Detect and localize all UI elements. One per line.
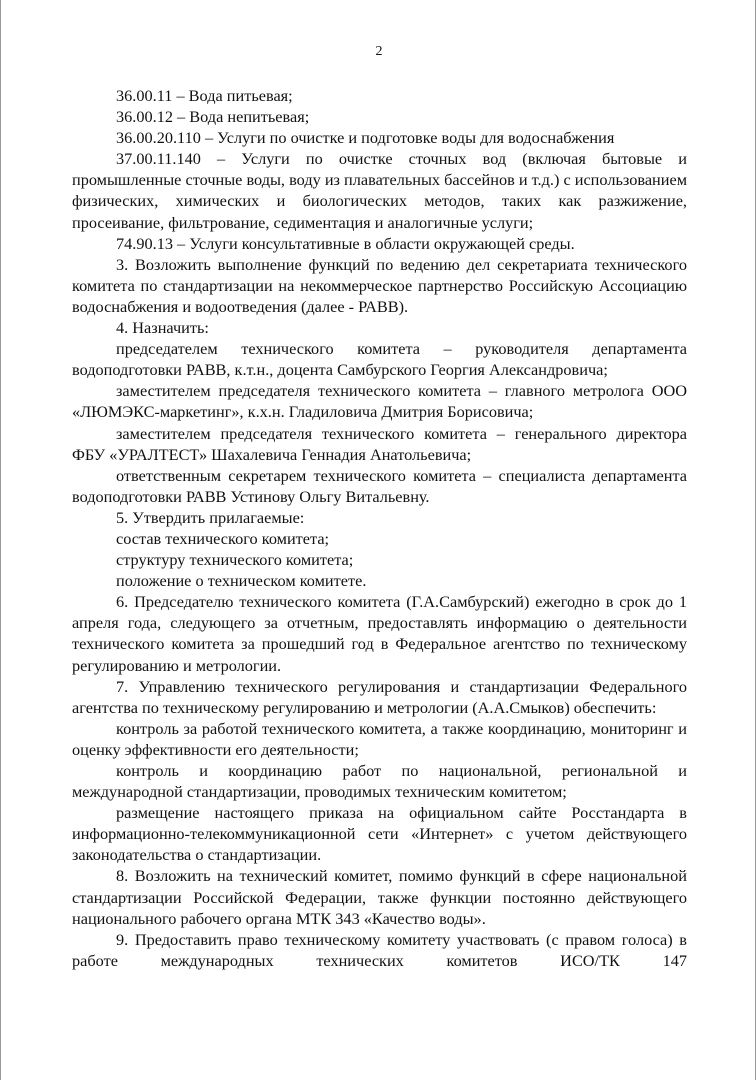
appointment-secretary: ответственным секретарем технического комитета – специалиста департамента водоподготовки РАВВ Устинову Ольгу Витальевну. xyxy=(72,465,687,506)
okpd-code-non-drinking-water: 36.00.12 – Вода непитьевая; xyxy=(116,107,310,127)
paragraph-item-9: 9. Предоставить право техническому комитету участвовать (с правом голоса) в работе международных технических комитетов ИСО/ТК 147 xyxy=(72,929,687,970)
paragraph-item-7: 7. Управлению технического регулирования и стандартизации Федерального агентства по техническому регулированию и метрологии (А.А.Смыков) обеспечить: xyxy=(72,676,687,717)
paragraph-item-8: 8. Возложить на технический комитет, помимо функций в сфере национальной стандартизации Российской Федерации, также функции постоянно действующего национального рабочего органа МТК 343 «Качество воды». xyxy=(72,866,687,928)
item-7-coordination: контроль и координацию работ по национальной, региональной и международной стандартизации, проводимых техническим комитетом; xyxy=(72,761,687,802)
item-7-control: контроль за работой технического комитета, а также координацию, мониторинг и оценку эффективности его деятельности; xyxy=(72,718,687,759)
item-7-publication: размещение настоящего приказа на официальном сайте Росстандарта в информационно-телекоммуникационной сети «Интернет» с учетом действующего законодательства о стандартизации. xyxy=(72,803,687,865)
paragraph-item-5: 5. Утвердить прилагаемые: xyxy=(116,507,305,527)
okpd-code-wastewater: 37.00.11.140 – Услуги по очистке сточных вод (включая бытовые и промышленные сточные воды, воду из плавательных бассейнов и т.д.) с использованием физических, химических и биологических методов, таких как разжижение, просеивание, фильтрование, седиментация и аналогичные услуги; xyxy=(72,149,687,232)
paragraph-item-3: 3. Возложить выполнение функций по ведению дел секретариата технического комитета по стандартизации на некоммерческое партнерство Российскую Ассоциацию водоснабжения и водоотведения (далее - РАВВ). xyxy=(72,254,687,316)
approve-structure: структуру технического комитета; xyxy=(116,550,354,570)
appointment-chair: председателем технического комитета – руководителя департамента водоподготовки РАВВ, к.т.н., доцента Самбурского Георгия Александровича; xyxy=(72,339,687,380)
okpd-code-water-treatment: 36.00.20.110 – Услуги по очистке и подготовке воды для водоснабжения xyxy=(116,128,615,148)
okpd-code-consulting: 74.90.13 – Услуги консультативные в области окружающей среды. xyxy=(116,233,575,253)
approve-regulation: положение о техническом комитете. xyxy=(116,571,367,591)
appointment-deputy-2: заместителем председателя технического комитета – генерального директора ФБУ «УРАЛТЕСТ» Шахалевича Геннадия Анатольевича; xyxy=(72,423,687,464)
okpd-code-drinking-water: 36.00.11 – Вода питьевая; xyxy=(116,86,293,105)
document-body xyxy=(72,85,687,971)
paragraph-item-4: 4. Назначить: xyxy=(116,318,209,338)
approve-composition: состав технического комитета; xyxy=(116,528,330,548)
paragraph-item-6: 6. Председателю технического комитета (Г.А.Самбурский) ежегодно в срок до 1 апреля года, следующего за отчетным, предоставлять информацию о деятельности технического комитета за прошедший год в Федеральное агентство по техническому регулированию и метрологии. xyxy=(72,592,687,675)
page-number: 2 xyxy=(375,44,383,59)
appointment-deputy-1: заместителем председателя технического комитета – главного метролога ООО «ЛЮМЭКС-маркетинг», к.х.н. Гладиловича Дмитрия Борисовича; xyxy=(72,381,687,422)
